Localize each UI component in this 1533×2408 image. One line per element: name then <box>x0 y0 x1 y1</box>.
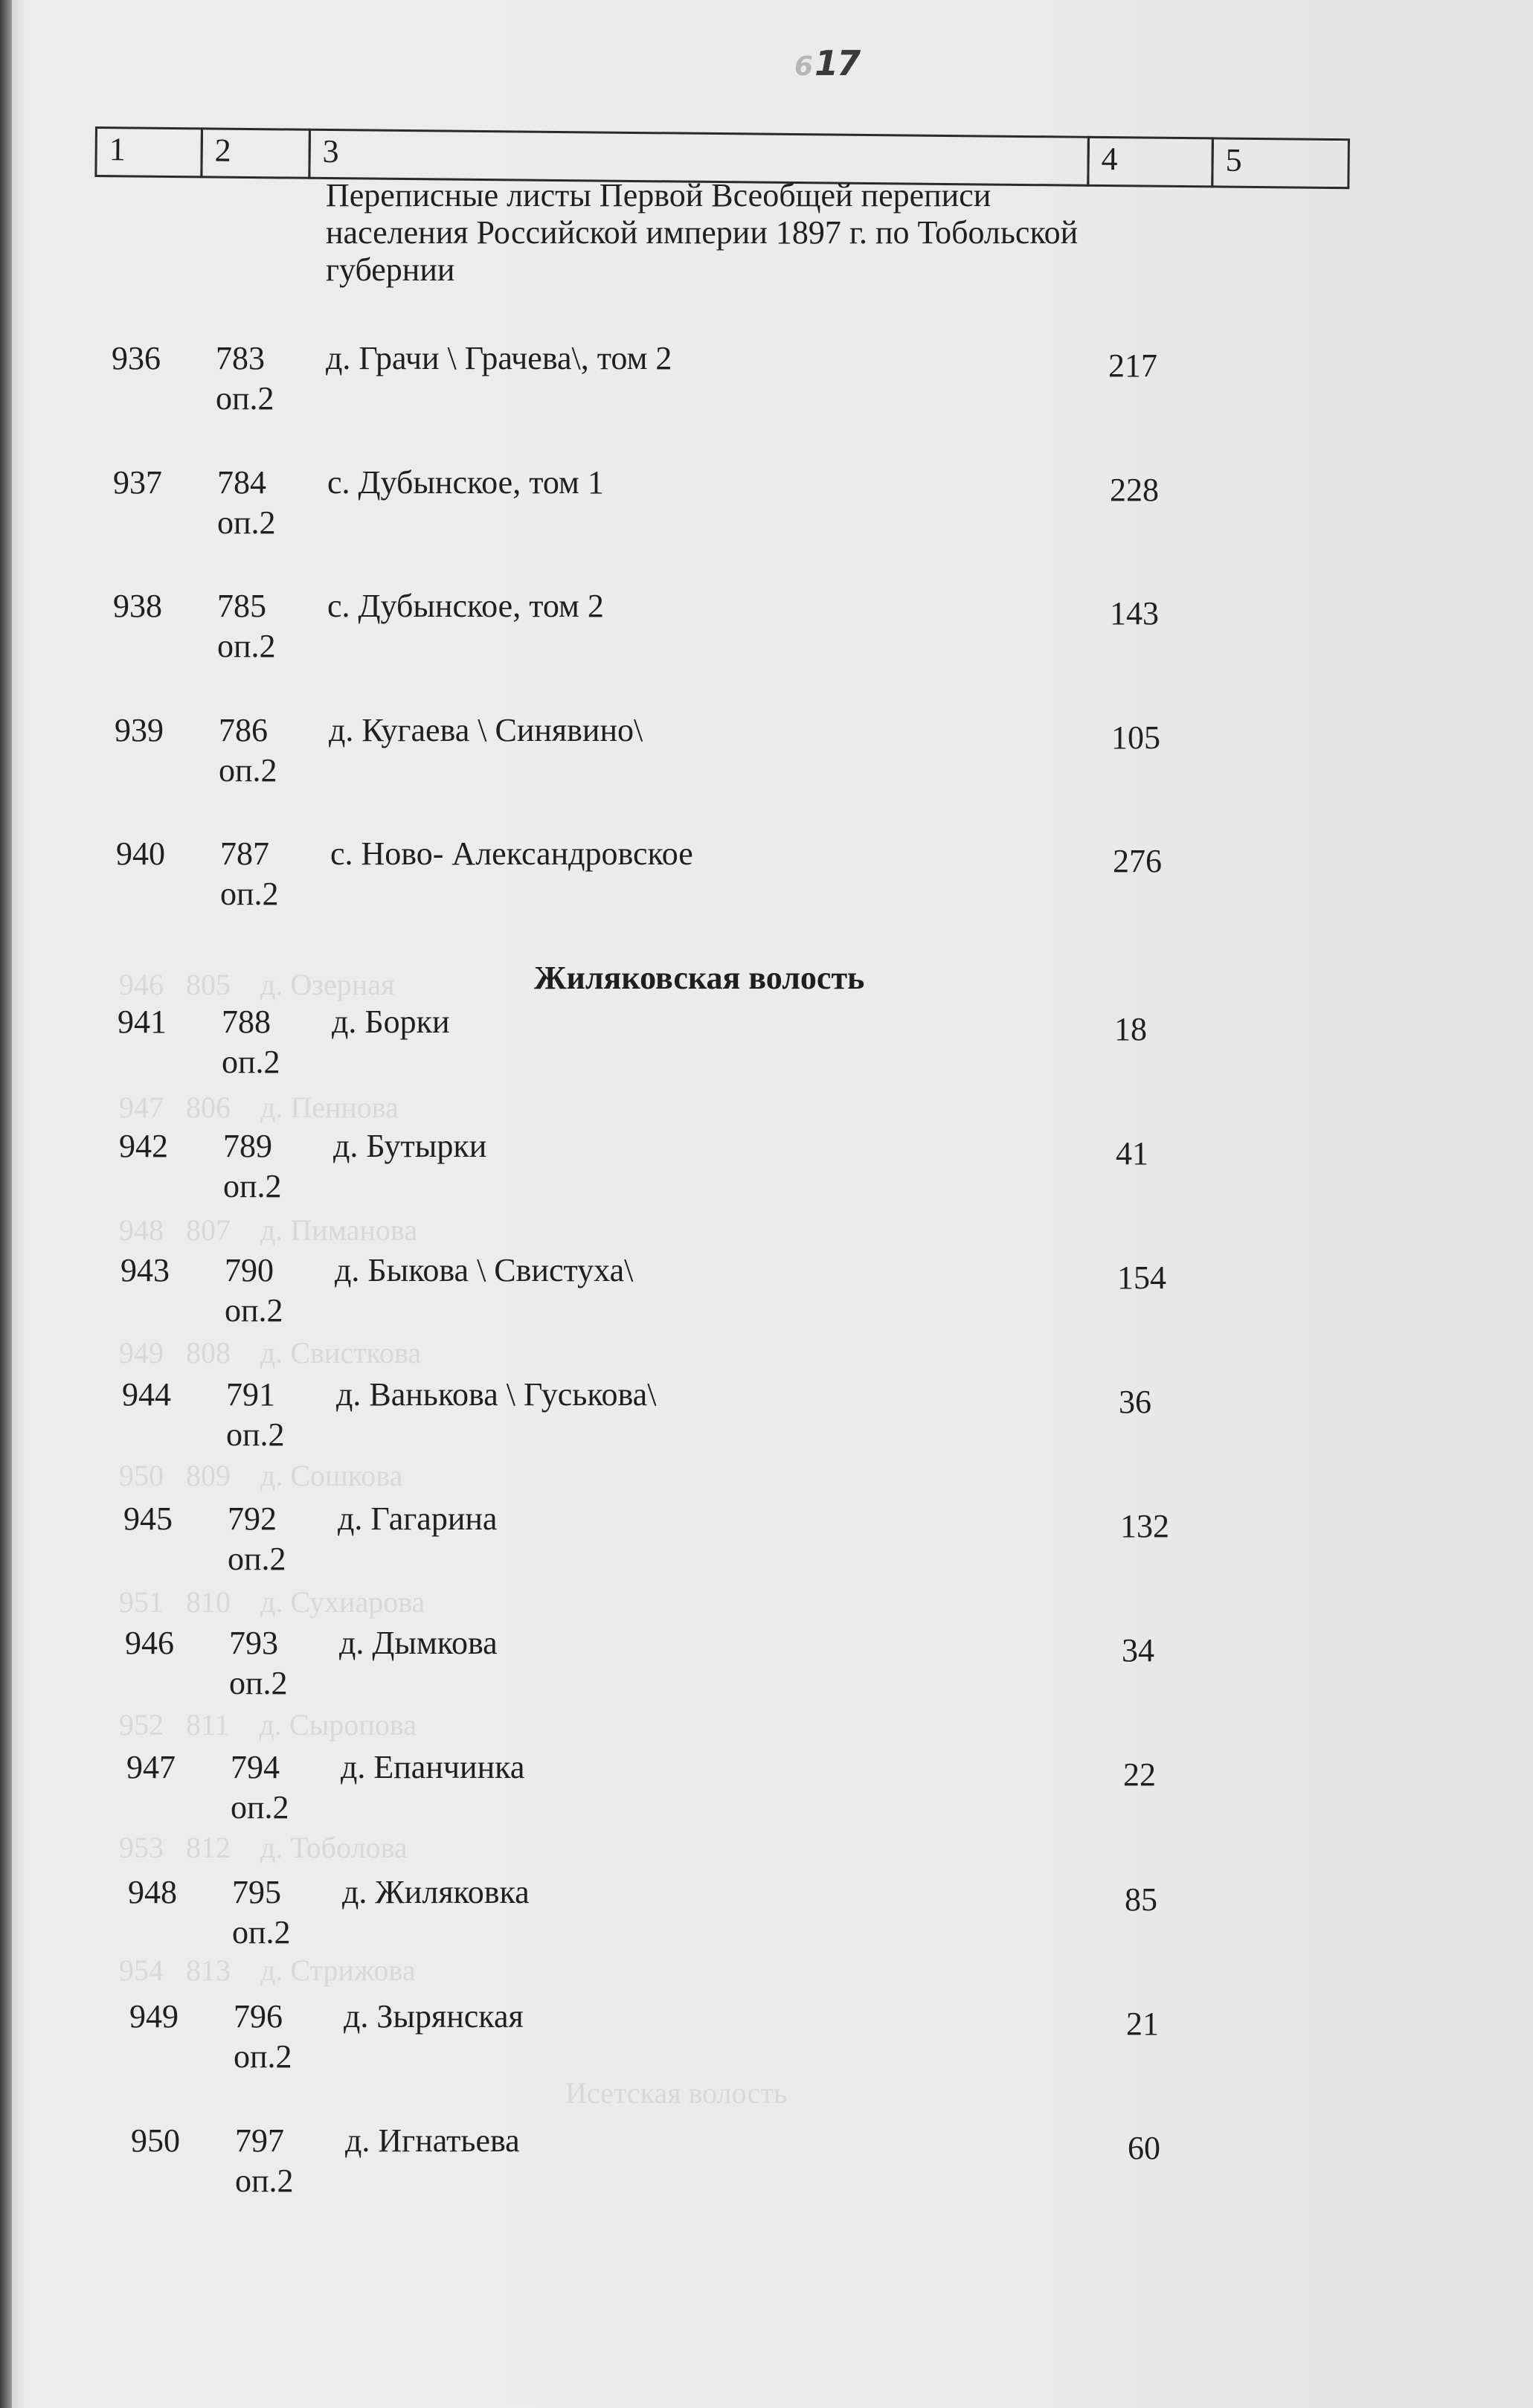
record-number: 940 <box>116 835 165 872</box>
record-number: 947 <box>126 1749 176 1785</box>
record-code <box>229 1623 326 1704</box>
record-code <box>228 1499 324 1579</box>
record-number: 939 <box>115 712 164 748</box>
subsection-title: Жиляковская волость <box>534 960 865 996</box>
record-file-number: 791 <box>226 1376 275 1413</box>
record-file-number: 794 <box>231 1749 280 1785</box>
record-number: 943 <box>120 1252 170 1288</box>
header-cell-2: 2 <box>200 127 311 179</box>
record-number: 938 <box>113 588 162 624</box>
record-settlement-name: д. Дымкова <box>339 1625 498 1661</box>
record-sheet-count: 154 <box>1117 1259 1166 1296</box>
bleed-through-text: 952 811 д. Сыропова <box>119 1708 417 1741</box>
page-number <box>794 43 859 83</box>
record-code <box>235 2121 332 2201</box>
record-inventory: оп.2 <box>225 1292 283 1329</box>
header-cell-4: 4 <box>1087 136 1214 188</box>
record-settlement-name: д. Быкова \ Свистуха\ <box>335 1252 634 1288</box>
record-settlement-name: д. Жиляковка <box>342 1874 530 1910</box>
record-file-number: 796 <box>234 1998 283 2035</box>
header-cell-1: 1 <box>94 126 203 178</box>
record-sheet-count: 41 <box>1116 1135 1148 1172</box>
bleed-through-text: 951 810 д. Сухиарова <box>119 1585 425 1619</box>
record-file-number: 786 <box>219 712 268 748</box>
record-inventory: оп.2 <box>223 1168 282 1204</box>
record-inventory: оп.2 <box>216 380 274 417</box>
header-cell-5: 5 <box>1211 137 1350 189</box>
record-inventory: оп.2 <box>220 876 279 912</box>
record-settlement-name: д. Борки <box>332 1004 450 1040</box>
record-sheet-count: 217 <box>1108 347 1157 384</box>
record-code <box>226 1375 323 1455</box>
bleed-through-text: 953 812 д. Тоболова <box>119 1831 408 1864</box>
record-code <box>220 834 317 914</box>
record-sheet-count: 143 <box>1110 595 1159 632</box>
record-settlement-name: с. Ново- Александровское <box>330 835 693 872</box>
record-code <box>234 1997 330 2077</box>
record-code <box>223 1126 320 1207</box>
record-number: 950 <box>131 2122 180 2159</box>
record-sheet-count: 132 <box>1120 1508 1169 1544</box>
record-settlement-name: с. Дубынское, том 2 <box>327 588 604 624</box>
page-number-smudge: 6 <box>794 51 812 82</box>
record-settlement-name: д. Игнатьева <box>345 2122 520 2159</box>
record-code <box>231 1747 327 1828</box>
record-file-number: 783 <box>216 340 265 376</box>
record-inventory: оп.2 <box>219 752 277 789</box>
record-inventory: оп.2 <box>232 1914 291 1951</box>
record-inventory: оп.2 <box>234 2038 292 2075</box>
record-file-number: 793 <box>229 1625 278 1661</box>
record-code <box>222 1002 318 1082</box>
record-code <box>232 1872 329 1953</box>
record-number: 949 <box>129 1998 179 2035</box>
record-sheet-count: 36 <box>1119 1384 1151 1420</box>
record-settlement-name: д. Бутырки <box>333 1128 487 1164</box>
record-sheet-count: 60 <box>1128 2130 1160 2166</box>
record-file-number: 789 <box>223 1128 272 1164</box>
record-number: 946 <box>125 1625 174 1661</box>
bleed-through-text: 947 806 д. Пеннова <box>119 1091 399 1124</box>
record-sheet-count: 34 <box>1122 1632 1154 1669</box>
section-title: Переписные листы Первой Всеобщей переписи населения Российской империи 1897 г. по Тобольской губернии <box>326 177 1079 288</box>
record-file-number: 795 <box>232 1874 281 1910</box>
bleed-through-text: Исетская волость <box>565 2076 788 2110</box>
record-number: 937 <box>113 464 162 501</box>
record-number: 936 <box>112 340 161 376</box>
record-code <box>217 463 314 543</box>
record-inventory: оп.2 <box>231 1789 289 1826</box>
bleed-through-text: 948 807 д. Пиманова <box>119 1213 417 1247</box>
record-sheet-count: 276 <box>1113 843 1162 879</box>
record-file-number: 785 <box>217 588 266 624</box>
record-file-number: 788 <box>222 1004 271 1040</box>
record-inventory: оп.2 <box>226 1416 285 1453</box>
bleed-through-text: 950 809 д. Сошкова <box>119 1459 403 1492</box>
record-number: 941 <box>118 1004 167 1040</box>
record-number: 944 <box>122 1376 171 1413</box>
record-code <box>225 1250 321 1331</box>
record-code <box>219 710 315 791</box>
header-cell-3: 3 <box>308 129 1090 187</box>
record-sheet-count: 22 <box>1123 1756 1156 1793</box>
record-sheet-count: 21 <box>1126 2006 1159 2042</box>
record-sheet-count: 85 <box>1125 1881 1157 1918</box>
record-code <box>216 338 312 419</box>
record-settlement-name: д. Зырянская <box>344 1998 524 2035</box>
bleed-through-text: 954 813 д. Стрижова <box>119 1953 416 1987</box>
record-sheet-count: 18 <box>1114 1011 1147 1047</box>
record-inventory: оп.2 <box>228 1541 286 1577</box>
record-inventory: оп.2 <box>217 628 276 664</box>
book-spine-shadow <box>0 0 12 2408</box>
page-number-value: 17 <box>814 43 860 83</box>
record-number: 948 <box>128 1874 177 1910</box>
record-code <box>217 586 314 667</box>
record-number: 942 <box>119 1128 168 1164</box>
record-settlement-name: д. Епанчинка <box>341 1749 525 1785</box>
bleed-through-text: 949 808 д. Свисткова <box>119 1336 422 1370</box>
record-file-number: 792 <box>228 1500 277 1537</box>
record-sheet-count: 105 <box>1111 719 1160 756</box>
record-settlement-name: д. Ванькова \ Гуськова\ <box>336 1376 657 1413</box>
record-file-number: 787 <box>220 835 269 872</box>
record-settlement-name: с. Дубынское, том 1 <box>327 464 604 501</box>
record-settlement-name: д. Кугаева \ Синявино\ <box>329 712 643 748</box>
bleed-through-text: 946 805 д. Озерная <box>119 968 395 1001</box>
record-sheet-count: 228 <box>1110 472 1159 508</box>
record-inventory: оп.2 <box>235 2163 294 2199</box>
record-inventory: оп.2 <box>229 1665 288 1701</box>
record-file-number: 784 <box>217 464 266 501</box>
record-number: 945 <box>123 1500 173 1537</box>
record-settlement-name: д. Грачи \ Грачева\, том 2 <box>326 340 672 376</box>
record-inventory: оп.2 <box>222 1044 280 1080</box>
record-inventory: оп.2 <box>217 504 276 541</box>
record-file-number: 797 <box>235 2122 284 2159</box>
record-file-number: 790 <box>225 1252 274 1288</box>
record-settlement-name: д. Гагарина <box>338 1500 498 1537</box>
